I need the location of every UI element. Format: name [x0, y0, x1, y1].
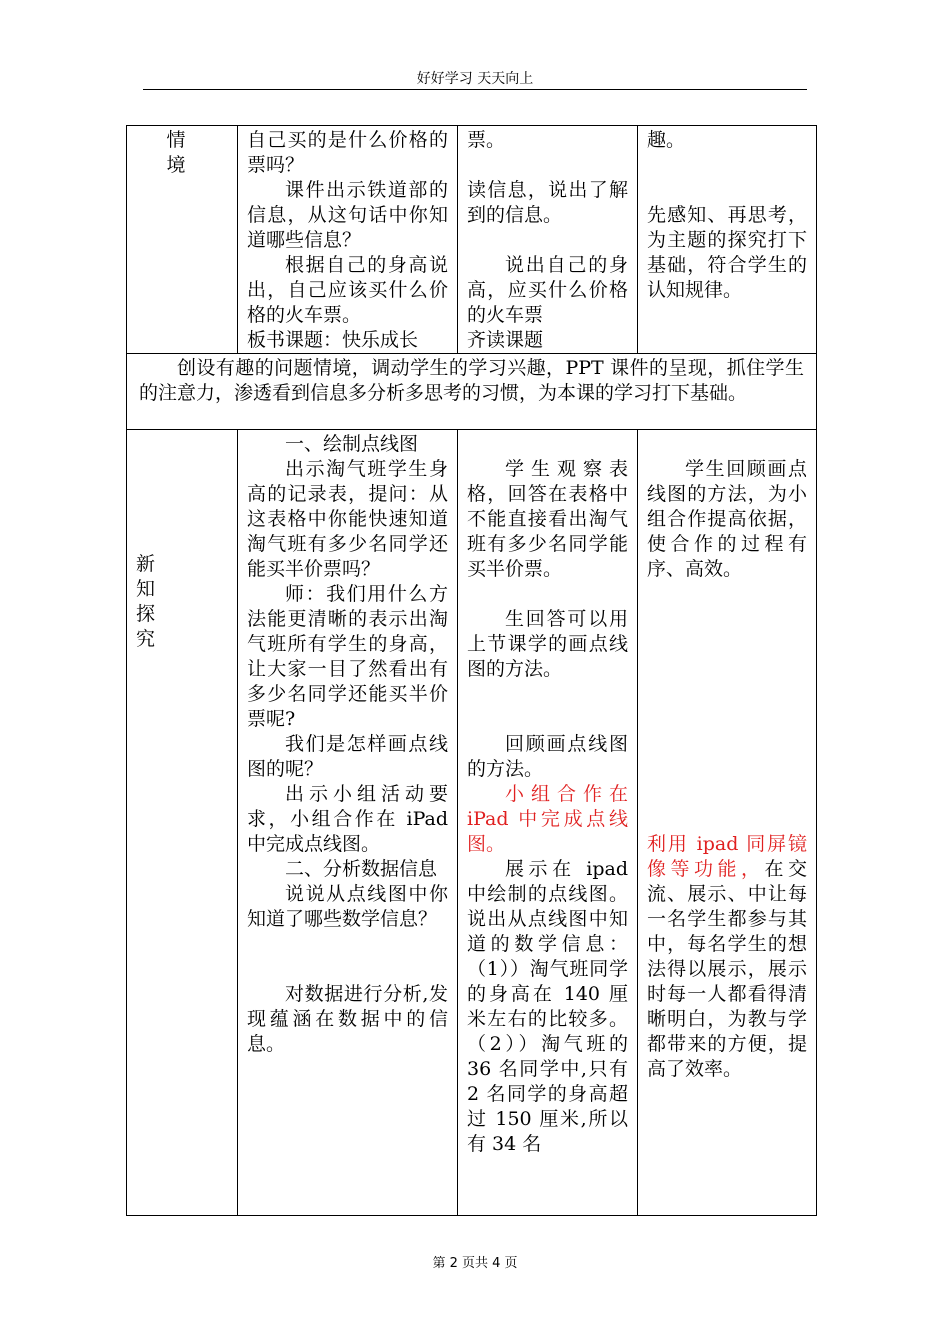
table-row-situation [127, 126, 817, 354]
design-intent-cell [638, 430, 817, 1216]
stage-char: 新 [136, 553, 156, 575]
teacher-text: 师：我们用什么方法能更清晰的表示出淘气班所有学生的身高，让大家一目了然看出有多少名同学还能买半价票呢? [247, 583, 448, 730]
teacher-text: 出示小组活动要求，小组合作在 iPad 中完成点线图。 [247, 783, 448, 855]
student-text: 票。 [467, 129, 506, 151]
stage-cell-new-knowledge [127, 430, 238, 1216]
intent-text: 先感知、再思考，为主题的探究打下基础，符合学生的认知规律。 [647, 204, 807, 301]
teacher-text: 板书课题：快乐成长 [247, 329, 419, 351]
teacher-text: 说说从点线图中你知道了哪些数学信息？ [247, 883, 448, 930]
student-text: 展示在 ipad 中绘制的点线图。说出从点线图中知道的数学信息：（1））淘气班同学的身高在 140 厘米左右的比较多。（2））淘气班的 36 名同学中,只有 2 名同学的身高超过 150 厘米,所以有 34 名 [467, 858, 628, 1155]
page-header: 好好学习 天天向上 [416, 71, 534, 87]
student-activity-cell [458, 430, 638, 1216]
teacher-text: 自己买的是什么价格的票吗？ [247, 129, 448, 176]
summary-cell [127, 354, 817, 430]
student-activity-cell [458, 126, 638, 354]
header-rule [143, 89, 807, 90]
table-row-summary [127, 354, 817, 430]
teacher-text: 二、分析数据信息 [285, 858, 438, 880]
table-row-new-knowledge [127, 430, 817, 1216]
lesson-plan-table [126, 125, 817, 1216]
student-text: 学生观察表格，回答在表格中不能直接看出淘气班有多少名同学能买半价票。 [467, 458, 628, 580]
intent-text-continued: 在交流、展示、中让每一名学生都参与其中，每名学生的想法得以展示，展示时每一人都看得清晰明白，为教与学都带来的方便，提高了效率。 [647, 858, 807, 1080]
intent-text: 学生回顾画点线图的方法，为小组合作提高依据，使合作的过程有序、高效。 [647, 458, 807, 580]
stage-char: 知 [136, 578, 156, 600]
stage-cell-situation [127, 126, 238, 354]
teacher-activity-cell [238, 430, 458, 1216]
intent-text [647, 832, 807, 1082]
stage-char: 情 [166, 129, 186, 151]
student-text: 回顾画点线图的方法。 [467, 733, 628, 780]
stage-char: 境 [166, 154, 186, 176]
student-text: 读信息，说出了解到的信息。 [467, 179, 628, 226]
teacher-text: 根据自己的身高说出，自己应该买什么价格的火车票。 [247, 254, 448, 326]
stage-char: 探 [136, 603, 156, 625]
teacher-text: 一、绘制点线图 [285, 433, 419, 455]
teacher-activity-cell [238, 126, 458, 354]
summary-text: 创设有趣的问题情境，调动学生的学习兴趣，PPT 课件的呈现，抓住学生的注意力，渗透看到信息多分析多思考的习惯，为本课的学习打下基础。 [139, 357, 804, 404]
teacher-text: 出示淘气班学生身高的记录表，提问：从这表格中你能快速知道淘气班有多少名同学还能买半价票吗？ [247, 458, 448, 580]
teacher-text: 我们是怎样画点线图的呢？ [247, 733, 448, 780]
intent-text-highlight: 利用 ipad 同屏镜像等功能， [647, 833, 807, 880]
student-text-highlight: 小组合作在 iPad 中完成点线图。 [467, 783, 628, 855]
teacher-text: 对数据进行分析,发现蕴涵在数据中的信息。 [247, 983, 448, 1055]
intent-text: 趣。 [647, 129, 686, 151]
stage-char: 究 [136, 628, 156, 650]
student-text: 生回答可以用上节课学的画点线图的方法。 [467, 608, 628, 680]
student-text: 说出自己的身高，应买什么价格的火车票 [467, 254, 628, 326]
student-text: 齐读课题 [467, 329, 544, 351]
design-intent-cell [638, 126, 817, 354]
teacher-text: 课件出示铁道部的信息，从这句话中你知道哪些信息？ [247, 179, 448, 251]
page-footer: 第 2 页共 4 页 [432, 1256, 518, 1271]
